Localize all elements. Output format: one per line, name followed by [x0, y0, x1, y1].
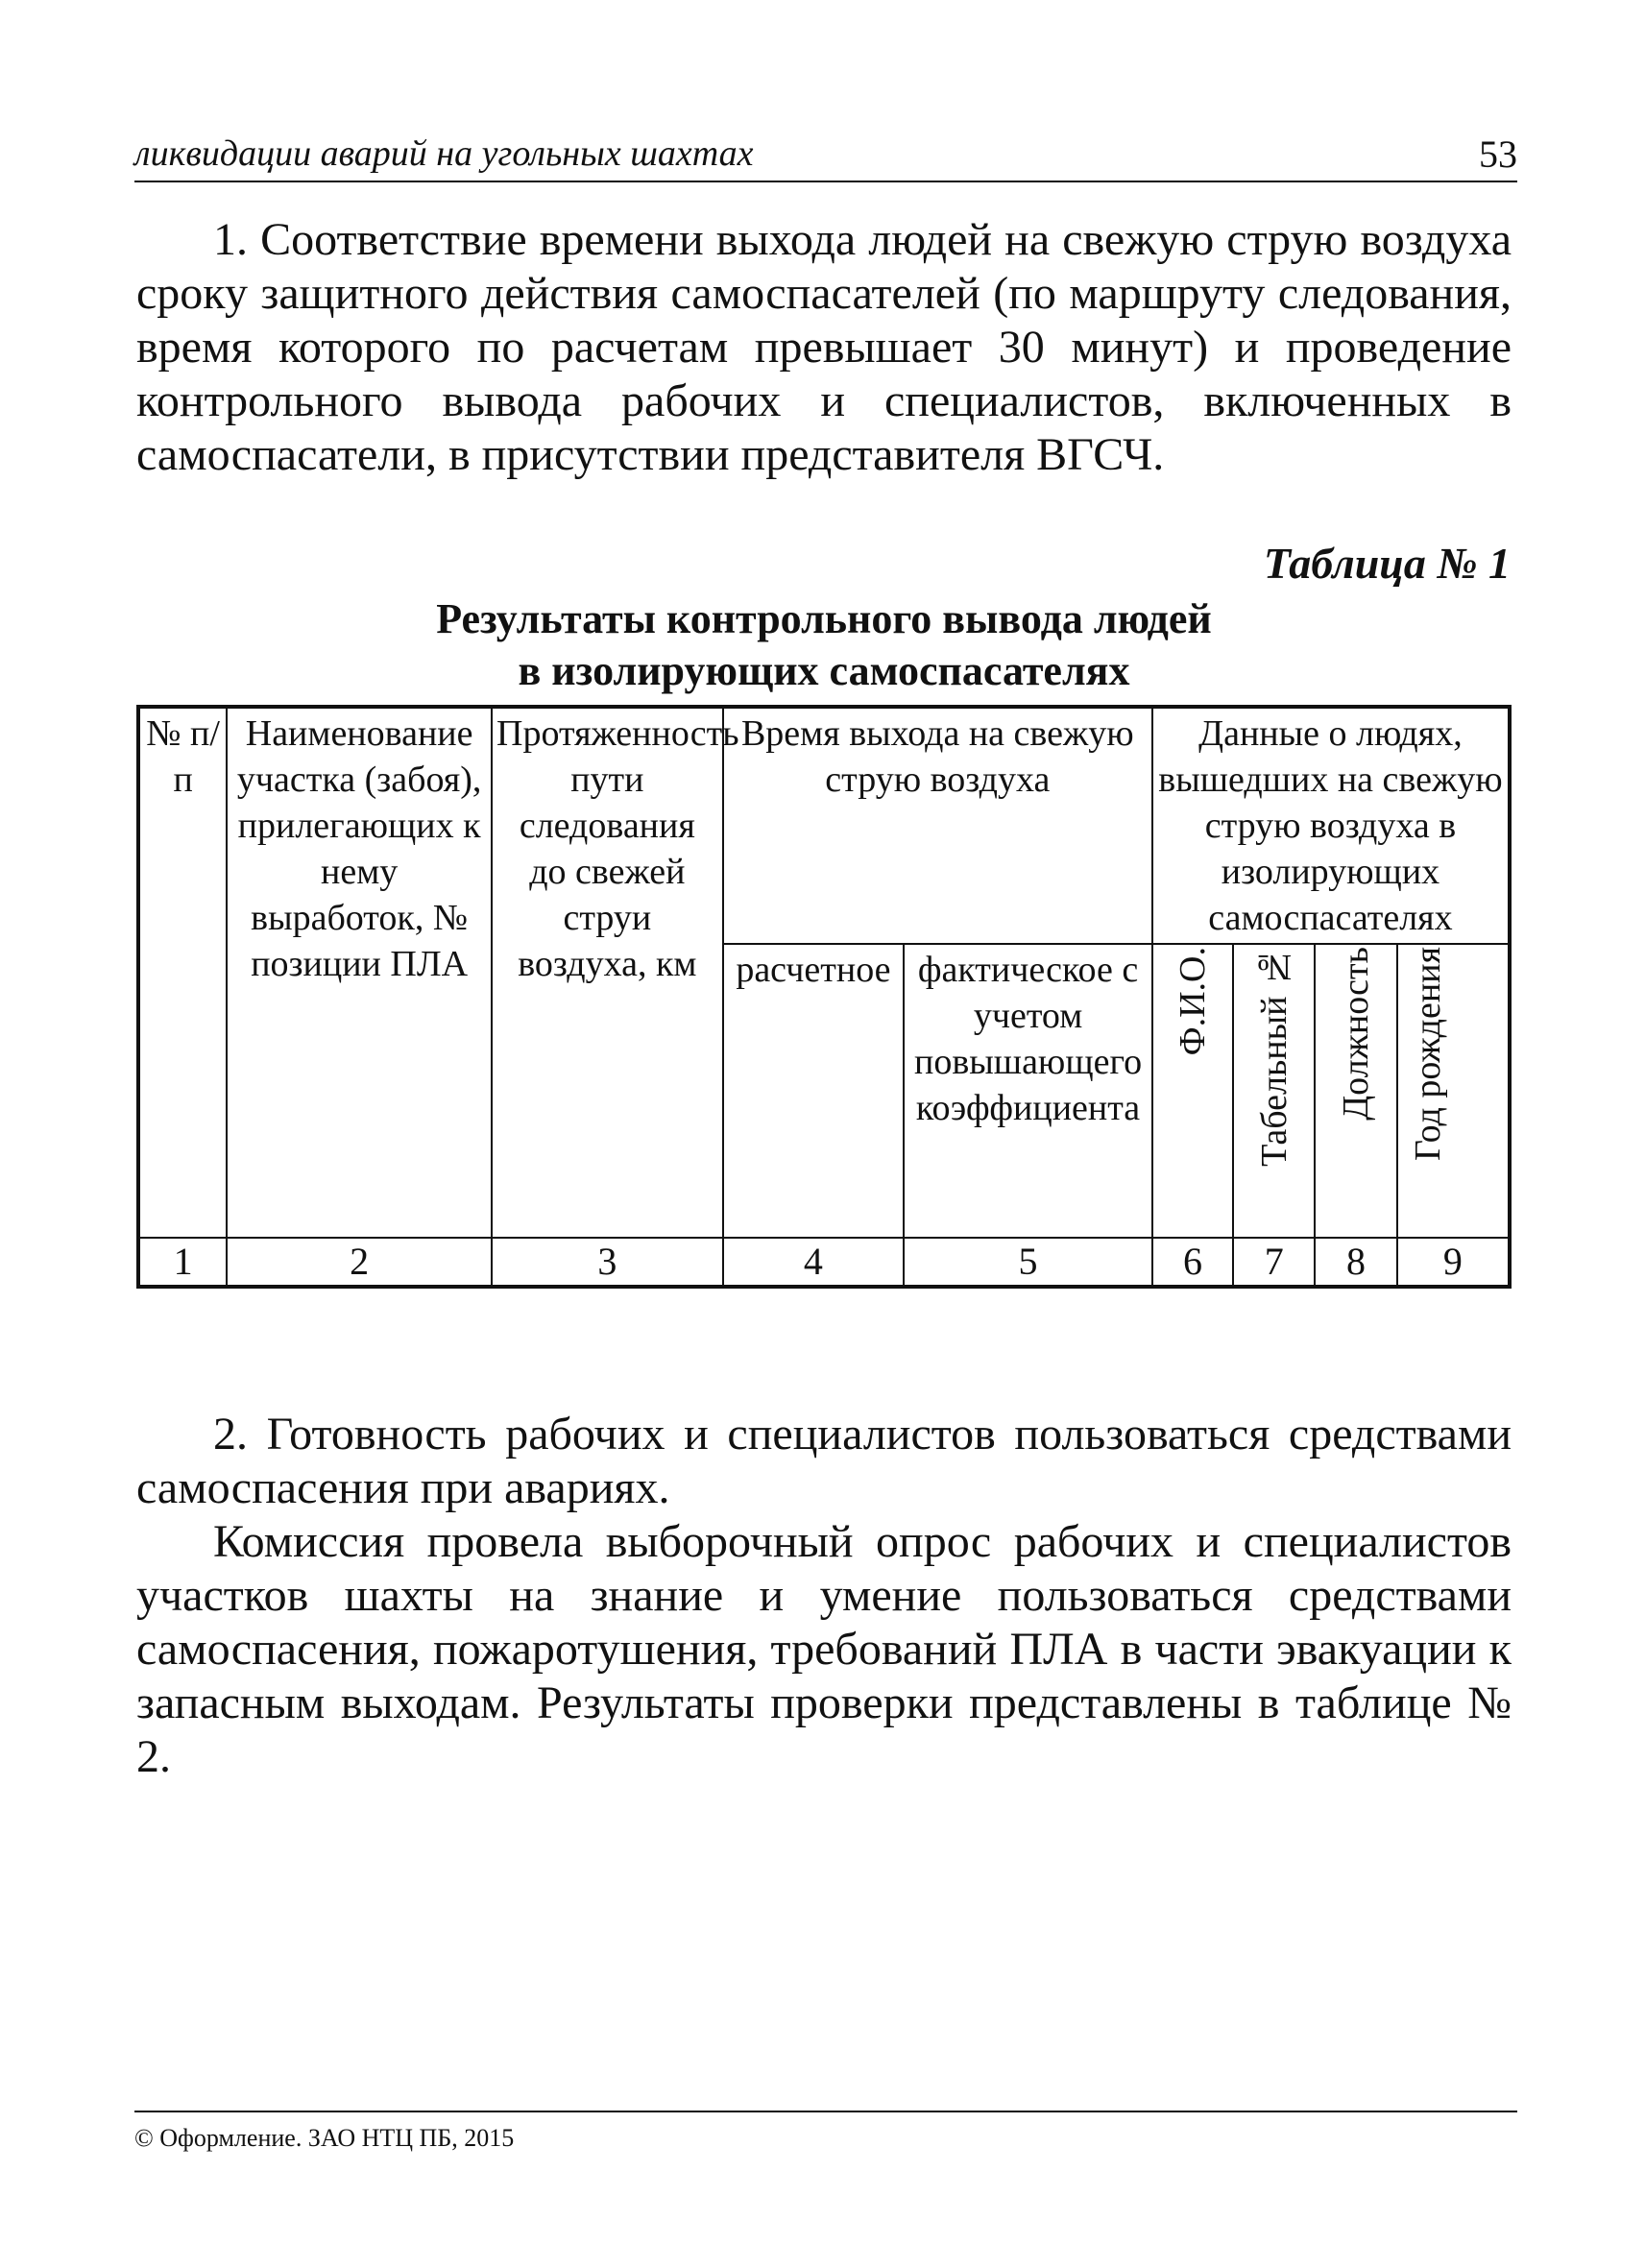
header-text-fio: Ф.И.О. [1173, 947, 1214, 1056]
header-cell-section-name: Наименование участка (забоя), прилегающих к нему выработок, № позиции ПЛА [227, 707, 492, 1238]
header-cell-birth-year [1397, 944, 1510, 1238]
column-number: 9 [1397, 1238, 1510, 1287]
header-cell-exit-time: Время выхода на свежую струю воздуха [723, 707, 1152, 944]
paragraph-3: Комиссия провела выборочный опрос рабочих и специалистов участков шахты на знание и умение пользоваться средствами самоспасения, пожаротушения, требований ПЛА в части эвакуации к запасным выходам. Результаты проверки представлены в таблице № 2. [136, 1516, 1512, 1782]
header-cell-num: № п/п [138, 707, 227, 1238]
column-number: 7 [1233, 1238, 1315, 1287]
header-cell-fio [1152, 944, 1233, 1238]
header-cell-path-length: Протяженность пути следования до свежей струи воздуха, км [492, 707, 723, 1238]
paragraph-2: 2. Готовность рабочих и специалистов пользоваться средствами самоспасения при авариях. [136, 1409, 1512, 1513]
header-text-birth-year: Год рождения [1407, 947, 1448, 1162]
running-header [134, 134, 1517, 182]
header-cell-people-data: Данные о людях, вышедших на свежую струю воздуха в изолирующих самоспасателях [1152, 707, 1510, 944]
footer-copyright: © Оформление. ЗАО НТЦ ПБ, 2015 [134, 2111, 1517, 2153]
column-number: 8 [1315, 1238, 1396, 1287]
table-title-line-1: Результаты контрольного вывода людей [436, 595, 1212, 642]
column-number: 4 [723, 1238, 905, 1287]
column-number: 5 [904, 1238, 1152, 1287]
column-number: 6 [1152, 1238, 1233, 1287]
page-number: 53 [1479, 133, 1517, 176]
column-number-row [138, 1238, 1510, 1287]
header-cell-tab-number [1233, 944, 1315, 1238]
header-cell-actual: фактическое с учетом повышающего коэффициента [904, 944, 1152, 1238]
running-header-title: ликвидации аварий на угольных шахтах [134, 133, 754, 174]
column-number: 3 [492, 1238, 723, 1287]
header-cell-position [1315, 944, 1396, 1238]
paragraph-1: 1. Соответствие времени выхода людей на свежую струю воздуха сроку защитного действия самоспасателей (по маршруту следования, время которого по расчетам превышает 30 минут) и проведение контрольного вывода рабочих и специалистов, включенных в самоспасатели, в присутствии представителя ВГСЧ. [136, 214, 1512, 480]
table-title-line-2: в изолирующих самоспасателях [518, 647, 1130, 694]
column-number: 1 [138, 1238, 227, 1287]
header-text-position: Должность [1336, 947, 1376, 1121]
header-cell-calculated: расчетное [723, 944, 905, 1238]
table-title [136, 593, 1512, 697]
results-table [136, 705, 1512, 1289]
column-number: 2 [227, 1238, 492, 1287]
header-text-tab-number: Табельный № [1253, 947, 1294, 1167]
table-number-label: Таблица № 1 [1263, 539, 1511, 588]
